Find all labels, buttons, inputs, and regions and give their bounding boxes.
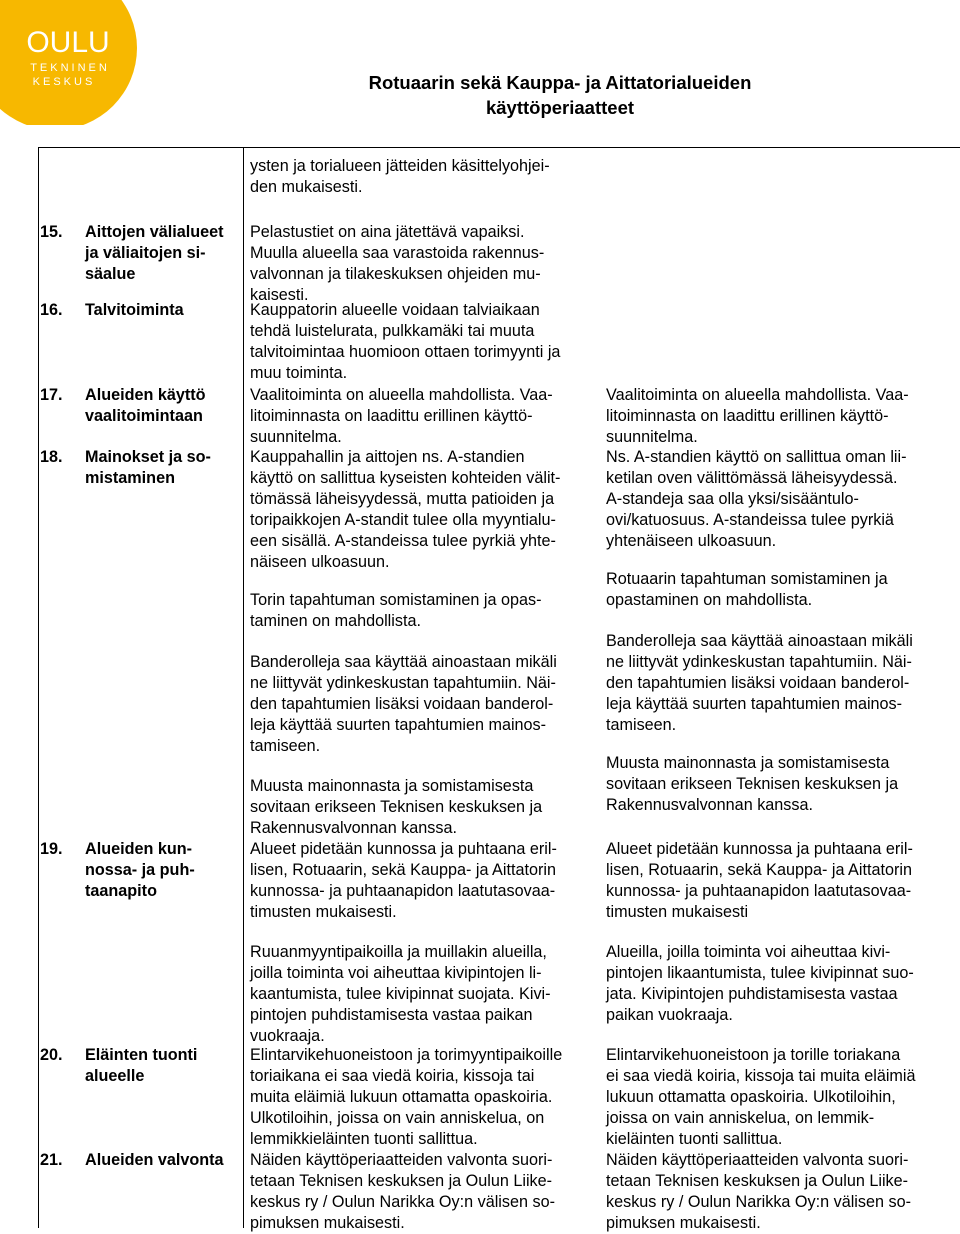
- logo-line2: TEKNINEN: [30, 62, 110, 74]
- row-col2-text: tehdä luistelurata, pulkkamäki tai muuta: [250, 322, 535, 340]
- row-title: Mainokset ja so-: [85, 448, 211, 466]
- row-col2-text: tetaan Teknisen keskuksen ja Oulun Liike-: [250, 1172, 553, 1190]
- row-col2-text: joilla toiminta voi aiheuttaa kivipintojen li-: [250, 964, 542, 982]
- row-col2-text: sovitaan erikseen Teknisen keskuksen ja: [250, 798, 543, 816]
- row-title: säalue: [85, 265, 136, 283]
- row-title: alueelle: [85, 1067, 145, 1085]
- row-col2-text: tamiseen.: [250, 737, 321, 755]
- row-col3-text: tamiseen.: [606, 716, 677, 734]
- row-number: 16.: [40, 301, 63, 319]
- row-number: 20.: [40, 1046, 63, 1064]
- row-col3-text: suunnitelma.: [606, 428, 698, 446]
- row-col3-text: kunnossa- ja puhtaanapidon laatutasovaa-: [606, 882, 912, 900]
- row-col3-text: Alueet pidetään kunnossa ja puhtaana eril-: [606, 840, 913, 858]
- row-col2-text: Elintarvikehuoneistoon ja torimyyntipaikoille: [250, 1046, 563, 1064]
- row-col3-text: opastaminen on mahdollista.: [606, 591, 813, 609]
- row-col3-text: keskus ry / Oulun Narikka Oy:n välisen so-: [606, 1193, 911, 1211]
- row-col2-text: Kauppatorin alueelle voidaan talviaikaan: [250, 301, 540, 319]
- row-col3-text: lukuun ottamatta opaskoiria. Ulkotiloihin,: [606, 1088, 896, 1106]
- row-col2-text: Torin tapahtuman somistaminen ja opas-: [250, 591, 542, 609]
- page-title: [280, 70, 840, 120]
- row-col3-text: A-standeja saa olla yksi/sisääntulo-: [606, 490, 859, 508]
- row-col2-text: valvonnan ja tilakeskuksen ohjeiden mu-: [250, 265, 541, 283]
- row-title: Alueiden käyttö: [85, 386, 206, 404]
- row-title: Eläinten tuonti: [85, 1046, 198, 1064]
- row-col2-text: toriaikana ei saa viedä koiria, kissoja tai: [250, 1067, 535, 1085]
- logo-circle: [0, 0, 140, 125]
- row-col2-text: Muusta mainonnasta ja somistamisesta: [250, 777, 534, 795]
- row-col3-text: kieläinten tuonti sallittua.: [606, 1130, 783, 1148]
- row-col2-text: kaisesti.: [250, 286, 309, 304]
- row-col3-text: timusten mukaisesti: [606, 903, 749, 921]
- table-column-divider: [243, 148, 244, 1228]
- row-col3-text: ovi/katuosuus. A-standeissa tulee pyrkiä: [606, 511, 894, 529]
- row-col3-text: Vaalitoiminta on alueella mahdollista. Vaa-: [606, 386, 909, 404]
- row-number: 15.: [40, 223, 63, 241]
- row-col2-text: kunnossa- ja puhtaanapidon laatutasovaa-: [250, 882, 556, 900]
- row-col2-text: Vaalitoiminta on alueella mahdollista. Vaa-: [250, 386, 553, 404]
- row-col3-text: jata. Kivipintojen puhdistamisesta vastaa: [606, 985, 898, 1003]
- logo-name: OULU: [26, 26, 110, 59]
- row-col2-text: den tapahtumien lisäksi voidaan banderol-: [250, 695, 554, 713]
- row-col3-text: Rotuaarin tapahtuman somistaminen ja: [606, 570, 888, 588]
- row-col2-text: pintojen puhdistamisesta vastaa paikan: [250, 1006, 533, 1024]
- row-col2-text: muita eläimiä lukuun ottamatta opaskoiria.: [250, 1088, 553, 1106]
- row-col3-text: pintojen likaantumista, tulee kivipinnat suo-: [606, 964, 914, 982]
- row-col3-text: Muusta mainonnasta ja somistamisesta: [606, 754, 890, 772]
- row-col3-text: paikan vuokraaja.: [606, 1006, 733, 1024]
- row-col2-text: Rakennusvalvonnan kanssa.: [250, 819, 457, 837]
- row-col3-text: sovitaan erikseen Teknisen keskuksen ja: [606, 775, 899, 793]
- row-title: mistaminen: [85, 469, 175, 487]
- continuation-text: den mukaisesti.: [250, 178, 363, 196]
- row-col3-text: joissa on vain anniskelua, on lemmik-: [606, 1109, 875, 1127]
- oulu-logo: [0, 0, 140, 125]
- row-col2-text: Näiden käyttöperiaatteiden valvonta suori-: [250, 1151, 553, 1169]
- row-col2-text: Banderolleja saa käyttää ainoastaan mikäli: [250, 653, 557, 671]
- row-col2-text: Ulkotiloihin, joissa on vain anniskelua, on: [250, 1109, 545, 1127]
- row-col2-text: suunnitelma.: [250, 428, 342, 446]
- row-col2-text: lemmikkieläinten tuonti sallittua.: [250, 1130, 478, 1148]
- row-col2-text: timusten mukaisesti.: [250, 903, 397, 921]
- row-col2-text: tömässä läheisyydessä, mutta patioiden ja: [250, 490, 555, 508]
- row-col2-text: lisen, Rotuaarin, sekä Kauppa- ja Aittatorin: [250, 861, 556, 879]
- row-col3-text: litoiminnasta on laadittu erillinen käyttö-: [606, 407, 889, 425]
- row-col2-text: Kauppahallin ja aittojen ns. A-standien: [250, 448, 525, 466]
- row-col3-text: den tapahtumien lisäksi voidaan banderol-: [606, 674, 910, 692]
- row-title: nossa- ja puh-: [85, 861, 195, 879]
- row-number: 18.: [40, 448, 63, 466]
- row-col2-text: ne liittyvät ydinkeskustan tapahtumiin. Näi-: [250, 674, 556, 692]
- row-col3-text: Alueilla, joilla toiminta voi aiheuttaa kivi-: [606, 943, 891, 961]
- row-number: 19.: [40, 840, 63, 858]
- row-title: Aittojen välialueet: [85, 223, 224, 241]
- row-col3-text: Banderolleja saa käyttää ainoastaan mikäli: [606, 632, 913, 650]
- row-title: Talvitoiminta: [85, 301, 184, 319]
- row-col2-text: näiseen ulkoasuun.: [250, 553, 390, 571]
- row-col3-text: tetaan Teknisen keskuksen ja Oulun Liike-: [606, 1172, 909, 1190]
- row-col2-text: Alueet pidetään kunnossa ja puhtaana eril-: [250, 840, 557, 858]
- row-col3-text: Ns. A-standien käyttö on sallittua oman lii-: [606, 448, 907, 466]
- table-top-border: [38, 147, 960, 148]
- row-col3-text: Elintarvikehuoneistoon ja torille toriakana: [606, 1046, 901, 1064]
- table-left-border: [38, 148, 39, 1228]
- row-col2-text: Ruuanmyyntipaikoilla ja muillakin alueilla,: [250, 943, 547, 961]
- row-col3-text: ei saa viedä koiria, kissoja tai muita eläimiä: [606, 1067, 916, 1085]
- row-col2-text: vuokraaja.: [250, 1027, 325, 1045]
- row-number: 21.: [40, 1151, 63, 1169]
- row-col2-text: leja käyttää suurten tapahtumien mainos-: [250, 716, 547, 734]
- row-col2-text: käyttö on sallittua kyseisten kohteiden välit-: [250, 469, 561, 487]
- row-col3-text: Rakennusvalvonnan kanssa.: [606, 796, 813, 814]
- row-title: ja väliaitojen si-: [85, 244, 206, 262]
- row-col3-text: ne liittyvät ydinkeskustan tapahtumiin. Näi-: [606, 653, 912, 671]
- row-col2-text: een sisällä. A-standeissa tulee pyrkiä yhte-: [250, 532, 556, 550]
- row-number: 17.: [40, 386, 63, 404]
- row-col2-text: kaantumista, tulee kivipinnat suojata. Kivi-: [250, 985, 551, 1003]
- row-col3-text: lisen, Rotuaarin, sekä Kauppa- ja Aittatorin: [606, 861, 912, 879]
- row-col3-text: yhtenäiseen ulkoasuun.: [606, 532, 777, 550]
- row-col2-text: pimuksen mukaisesti.: [250, 1214, 405, 1232]
- row-col3-text: Näiden käyttöperiaatteiden valvonta suori-: [606, 1151, 909, 1169]
- row-col2-text: Muulla alueella saa varastoida rakennus-: [250, 244, 545, 262]
- row-col2-text: talvitoimintaa huomioon ottaen torimyynti ja: [250, 343, 561, 361]
- title-line-2: käyttöperiaatteet: [485, 97, 635, 118]
- row-title: taanapito: [85, 882, 157, 900]
- row-col3-text: leja käyttää suurten tapahtumien mainos-: [606, 695, 903, 713]
- row-col2-text: muu toiminta.: [250, 364, 348, 382]
- logo-line3: KESKUS: [32, 76, 96, 88]
- row-col2-text: taminen on mahdollista.: [250, 612, 421, 630]
- row-title: Alueiden kun-: [85, 840, 193, 858]
- continuation-text: ysten ja torialueen jätteiden käsittelyohjei-: [250, 157, 550, 175]
- row-col2-text: toripaikkojen A-standit tulee olla myyntialu-: [250, 511, 556, 529]
- row-title: vaalitoimintaan: [85, 407, 203, 425]
- row-col2-text: litoiminnasta on laadittu erillinen käyttö-: [250, 407, 533, 425]
- row-col3-text: pimuksen mukaisesti.: [606, 1214, 761, 1232]
- title-line-1: Rotuaarin sekä Kauppa- ja Aittatorialueiden: [368, 72, 752, 93]
- row-title: Alueiden valvonta: [85, 1151, 224, 1169]
- row-col2-text: Pelastustiet on aina jätettävä vapaiksi.: [250, 223, 525, 241]
- row-col3-text: ketilan oven välittömässä läheisyydessä.: [606, 469, 898, 487]
- row-col2-text: keskus ry / Oulun Narikka Oy:n välisen so-: [250, 1193, 555, 1211]
